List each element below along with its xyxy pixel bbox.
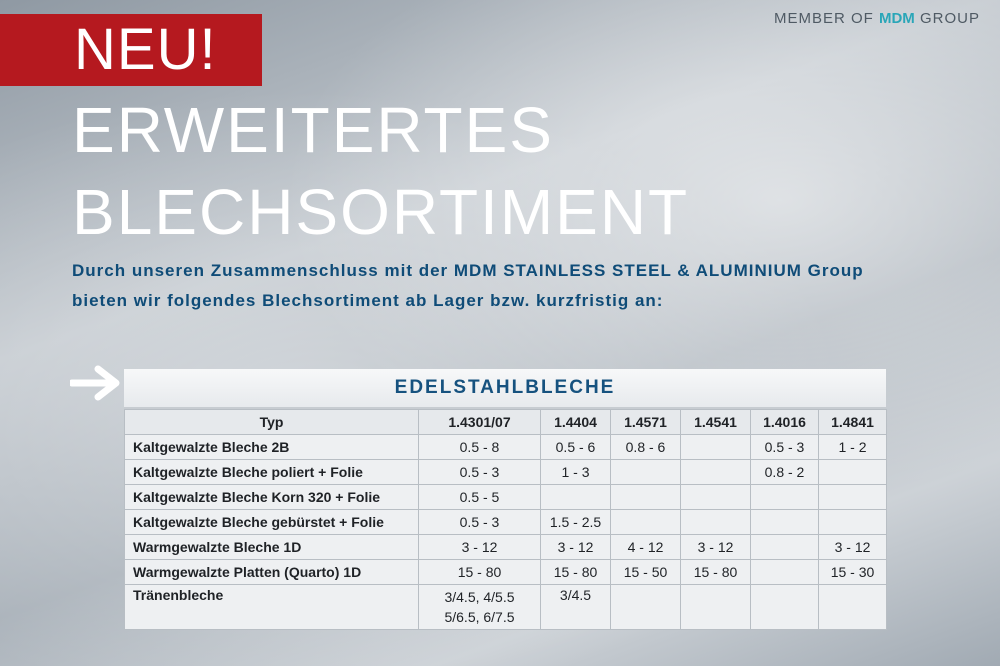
table-cell: 0.5 - 3 [419, 460, 541, 485]
table-cell [819, 460, 887, 485]
table-cell: 0.5 - 5 [419, 485, 541, 510]
table-cell [751, 535, 819, 560]
table-row [125, 560, 887, 585]
table-cell: 1 - 2 [819, 435, 887, 460]
table-cell [751, 560, 819, 585]
table-cell [751, 585, 819, 630]
table-cell: 0.5 - 3 [751, 435, 819, 460]
headline-line-1: ERWEITERTES [72, 94, 554, 166]
table-cell [819, 510, 887, 535]
table-cell: 0.8 - 2 [751, 460, 819, 485]
intro-line-2: bieten wir folgendes Blechsortiment ab Lager bzw. kurzfristig an: [72, 291, 664, 310]
table-row [125, 585, 887, 630]
table-cell: 15 - 80 [681, 560, 751, 585]
right-arrow-icon [70, 364, 124, 402]
member-suffix: GROUP [914, 10, 980, 27]
table-cell: 3 - 12 [541, 535, 611, 560]
table-cell [819, 485, 887, 510]
table-cell [611, 510, 681, 535]
table-cell [819, 585, 887, 630]
table-cell: 3 - 12 [819, 535, 887, 560]
column-header-grade: 1.4541 [681, 410, 751, 435]
table-cell: 0.5 - 8 [419, 435, 541, 460]
table-title: EDELSTAHLBLECHE [124, 369, 886, 409]
column-header-grade: 1.4404 [541, 410, 611, 435]
member-of-mdm-group [774, 10, 980, 27]
column-header-grade: 1.4016 [751, 410, 819, 435]
table-cell: 1 - 3 [541, 460, 611, 485]
table-cell: 15 - 30 [819, 560, 887, 585]
table-cell: 0.5 - 3 [419, 510, 541, 535]
member-prefix: MEMBER OF [773, 10, 879, 27]
row-label: Kaltgewalzte Bleche Korn 320 + Folie [125, 485, 419, 510]
column-header-grade: 1.4841 [819, 410, 887, 435]
column-header-typ: Typ [125, 410, 419, 435]
table-cell [681, 460, 751, 485]
table-body [125, 435, 887, 630]
intro-text [72, 256, 972, 316]
table-row [125, 535, 887, 560]
table-row [125, 460, 887, 485]
headline-line-2: BLECHSORTIMENT [72, 176, 690, 248]
table-cell [541, 485, 611, 510]
table-cell: 3/4.5 [541, 585, 611, 630]
table-cell [751, 485, 819, 510]
row-label: Warmgewalzte Platten (Quarto) 1D [125, 560, 419, 585]
table-cell: 3 - 12 [681, 535, 751, 560]
table-cell: 0.5 - 6 [541, 435, 611, 460]
table-cell: 3 - 12 [419, 535, 541, 560]
mdm-brand: MDM [878, 10, 915, 27]
intro-line-1: Durch unseren Zusammenschluss mit der MDM STAINLESS STEEL & ALUMINIUM Group [72, 261, 864, 280]
table-cell [681, 435, 751, 460]
row-label: Kaltgewalzte Bleche poliert + Folie [125, 460, 419, 485]
table-cell [681, 485, 751, 510]
table-cell: 15 - 50 [611, 560, 681, 585]
table-cell [611, 585, 681, 630]
table-cell: 4 - 12 [611, 535, 681, 560]
table-cell [751, 510, 819, 535]
table-cell [681, 510, 751, 535]
table-cell [681, 585, 751, 630]
table-row [125, 485, 887, 510]
table-row [125, 435, 887, 460]
neu-badge: NEU! [74, 17, 217, 82]
table-cell: 15 - 80 [419, 560, 541, 585]
table-cell: 0.8 - 6 [611, 435, 681, 460]
row-label: Kaltgewalzte Bleche gebürstet + Folie [125, 510, 419, 535]
table-cell [611, 460, 681, 485]
table-cell: 15 - 80 [541, 560, 611, 585]
column-header-grade: 1.4301/07 [419, 410, 541, 435]
stainless-sheet-table [124, 369, 886, 630]
column-header-grade: 1.4571 [611, 410, 681, 435]
row-label: Kaltgewalzte Bleche 2B [125, 435, 419, 460]
table-row [125, 510, 887, 535]
table-cell [611, 485, 681, 510]
product-table [124, 409, 887, 630]
table-header-row [125, 410, 887, 435]
table-cell: 1.5 - 2.5 [541, 510, 611, 535]
table-cell: 3/4.5, 4/5.5 5/6.5, 6/7.5 [419, 585, 541, 630]
row-label: Warmgewalzte Bleche 1D [125, 535, 419, 560]
row-label: Tränenbleche [125, 585, 419, 630]
